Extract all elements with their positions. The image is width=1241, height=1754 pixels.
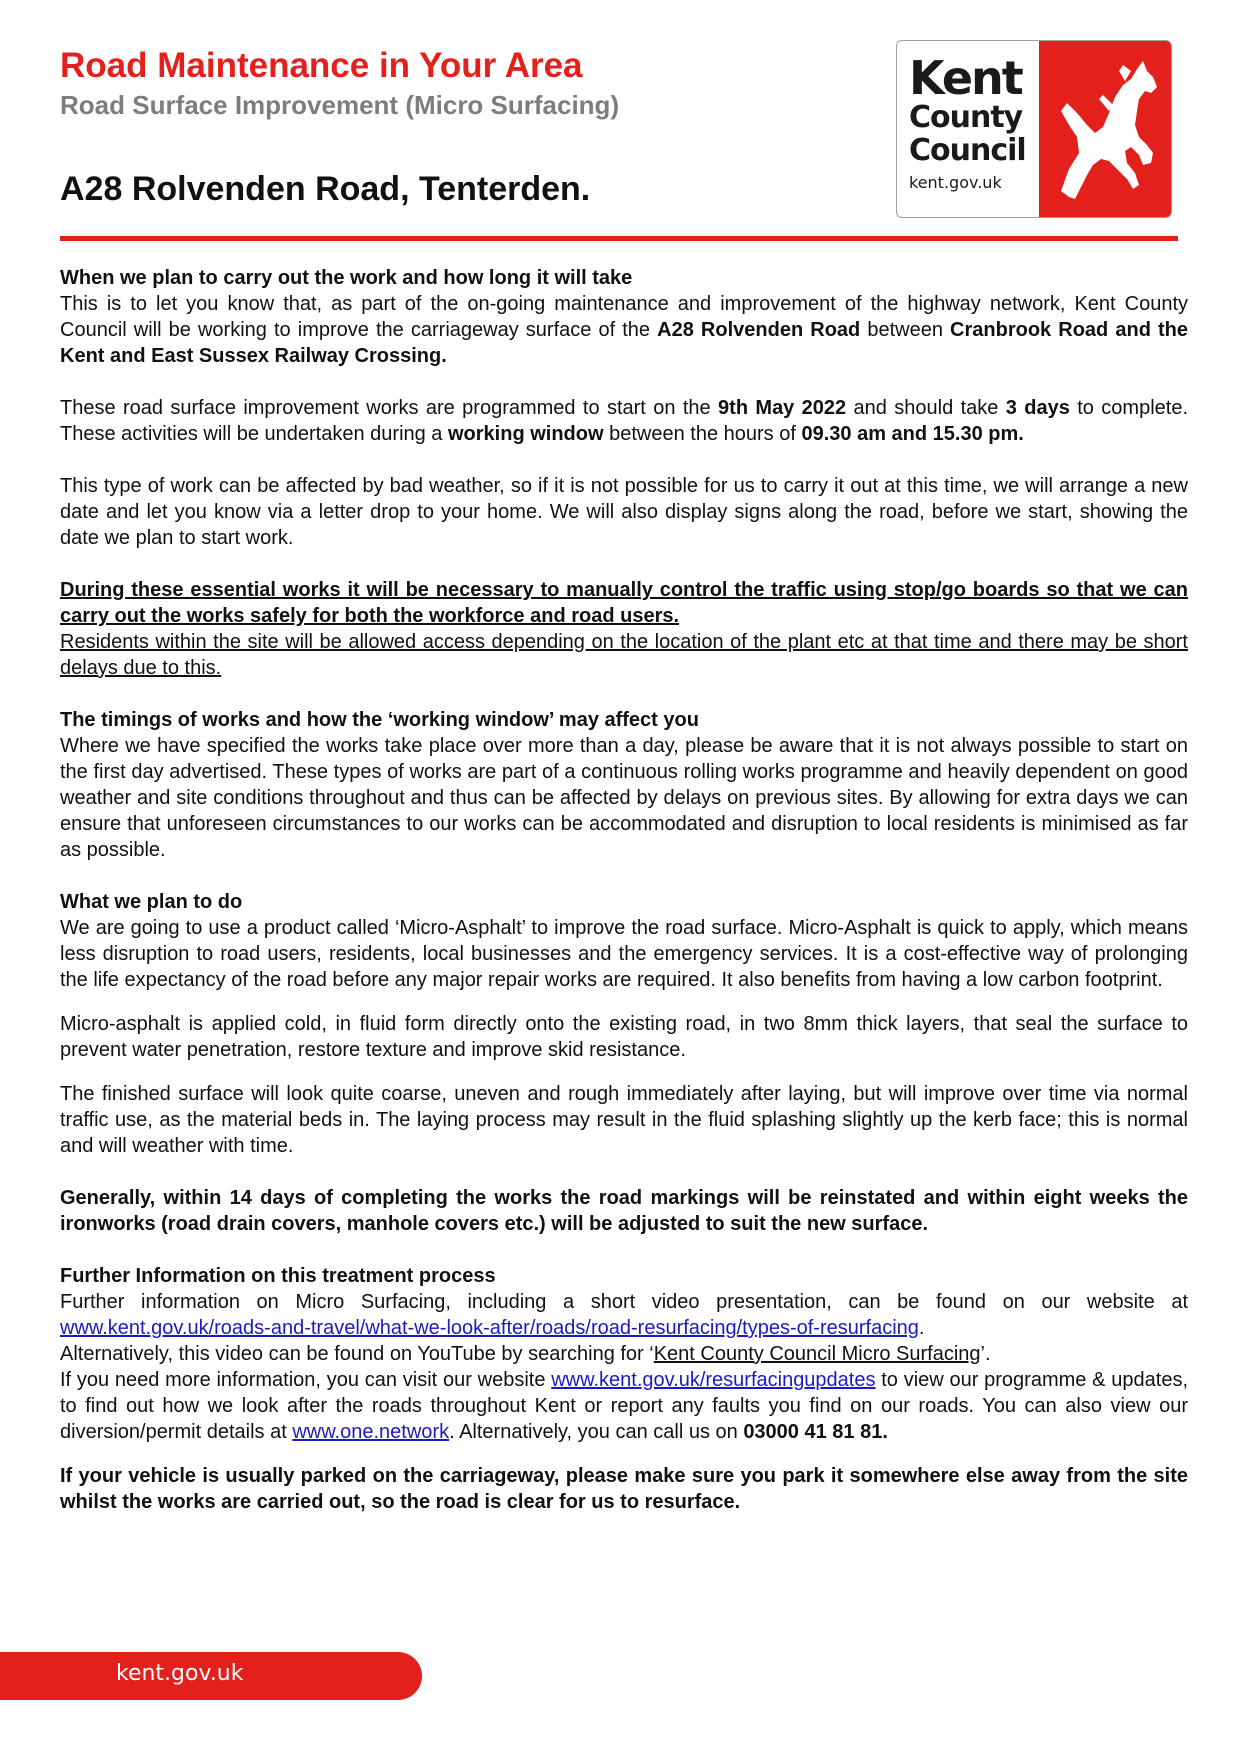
paragraph-resident-access: Residents within the site will be allowed access depending on the location of the plant etc at that time and there may be short delays due to this. <box>60 631 1188 679</box>
link-resurfacing-updates[interactable]: www.kent.gov.uk/resurfacingupdates <box>551 1369 876 1391</box>
emphasis-road-name: A28 Rolvenden Road <box>657 319 861 341</box>
section-heading-timings: The timings of works and how the ‘working window’ may affect you <box>60 709 699 731</box>
text-run: ’. <box>980 1343 991 1365</box>
text-run: Further information on Micro Surfacing, including a short video presentation, can be found on our website at <box>60 1291 1188 1313</box>
paragraph-more-info <box>60 1367 1188 1445</box>
section-heading-plan: What we plan to do <box>60 891 243 913</box>
text-run: and should take <box>846 397 1006 419</box>
section-heading-when: When we plan to carry out the work and how long it will take <box>60 267 633 289</box>
text-run: to view our programme & updates, to find out how we look after the roads throughout Kent or report any faults you find on our roads. You can also view our diversion/permit details at <box>60 1369 1188 1443</box>
text-run: between <box>860 319 951 341</box>
link-resurfacing-types[interactable]: www.kent.gov.uk/roads-and-travel/what-we-look-after/roads/road-resurfacing/types-of-resurfacing <box>60 1317 919 1339</box>
section-heading-further: Further Information on this treatment process <box>60 1265 496 1287</box>
paragraph-finish: The finished surface will look quite coarse, uneven and rough immediately after laying, but will improve over time via normal traffic use, as the material beds in. The laying process may result in the fluid splashing slightly up the kerb face; this is normal and will weather with time. <box>60 1083 1188 1157</box>
footer-url-tab <box>0 1652 422 1700</box>
logo-wordmark <box>909 51 1037 192</box>
emphasis-duration: 3 days <box>1005 397 1070 419</box>
text-run: between the hours of <box>603 423 802 445</box>
paragraph-parking-notice: If your vehicle is usually parked on the carriageway, please make sure you park it somewhere else away from the site whilst the works are carried out, so the road is clear for us to resurface. <box>60 1465 1188 1513</box>
text-run: to complete. These activities will be undertaken during a <box>60 397 1189 445</box>
kent-county-council-logo <box>896 40 1172 218</box>
notice-body <box>60 265 1188 1515</box>
emphasis-road-extent: Cranbrook Road and the Kent and East Sussex Railway Crossing. <box>60 319 1188 367</box>
paragraph-intro <box>60 291 1188 369</box>
text-run: These road surface improvement works are programmed to start on the <box>60 397 719 419</box>
text-run: . Alternatively, you can call us on <box>449 1421 744 1443</box>
header-divider <box>60 236 1178 241</box>
phone-number: 03000 41 81 81. <box>743 1421 888 1443</box>
text-run: . <box>918 1317 925 1339</box>
page-title: Road Maintenance in Your Area <box>60 46 583 85</box>
paragraph-weather: This type of work can be affected by bad weather, so if it is not possible for us to carry it out at this time, we will arrange a new date and let you know via a letter drop to your home. We will also display signs along the road, before we start, showing the date we plan to start work. <box>60 475 1188 549</box>
emphasis-start-date: 9th May 2022 <box>718 397 847 419</box>
paragraph-schedule <box>60 395 1188 447</box>
paragraph-application: Micro-asphalt is applied cold, in fluid form directly onto the existing road, in two 8mm thick layers, that seal the surface to prevent water penetration, restore texture and improve skid resistance. <box>60 1013 1188 1061</box>
paragraph-road-markings: Generally, within 14 days of completing the works the road markings will be reinstated and within eight weeks the ironworks (road drain covers, manhole covers etc.) will be adjusted to suit the new surface. <box>60 1187 1188 1235</box>
logo-word-kent: Kent <box>909 51 1022 105</box>
emphasis-hours: 09.30 am and 15.30 pm. <box>801 423 1024 445</box>
emphasis-working-window: working window <box>448 423 604 445</box>
paragraph-further-website <box>60 1289 1188 1341</box>
page-subtitle: Road Surface Improvement (Micro Surfacing) <box>60 90 620 120</box>
paragraph-traffic-control: During these essential works it will be necessary to manually control the traffic using stop/go boards so that we can carry out the works safely for both the workforce and road users. <box>60 579 1188 627</box>
logo-red-panel <box>1039 41 1171 217</box>
logo-word-county: County <box>909 100 1023 135</box>
footer-url: kent.gov.uk <box>116 1661 244 1686</box>
logo-word-council: Council <box>909 133 1026 168</box>
paragraph-timings: Where we have specified the works take place over more than a day, please be aware that it is not always possible to start on the first day advertised. These types of works are part of a continuous rolling works programme and heavily dependent on good weather and site conditions throughout and thus can be affected by delays on previous sites. By allowing for extra days we can ensure that unforeseen circumstances to our works can be accommodated and disruption to local residents is minimised as far as possible. <box>60 735 1188 861</box>
link-one-network[interactable]: www.one.network <box>292 1421 450 1443</box>
text-run: Alternatively, this video can be found on YouTube by searching for ‘ <box>60 1343 654 1365</box>
text-run: If you need more information, you can visit our website <box>60 1369 552 1391</box>
road-name-heading: A28 Rolvenden Road, Tenterden. <box>60 170 591 208</box>
white-horse-icon <box>1039 41 1171 218</box>
paragraph-micro-asphalt: We are going to use a product called ‘Micro-Asphalt’ to improve the road surface. Micro-Asphalt is quick to apply, which means less disruption to road users, residents, local businesses and the emergency services. It is a cost-effective way of prolonging the life expectancy of the road before any major repair works are required. It also benefits from having a low carbon footprint. <box>60 917 1188 991</box>
youtube-search-term: Kent County Council Micro Surfacing <box>653 1343 981 1365</box>
paragraph-youtube <box>60 1341 1188 1367</box>
logo-url: kent.gov.uk <box>909 173 1002 192</box>
text-run: This is to let you know that, as part of the on-going maintenance and improvement of the highway network, Kent County Council will be working to improve the carriageway surface of the <box>60 293 1188 341</box>
